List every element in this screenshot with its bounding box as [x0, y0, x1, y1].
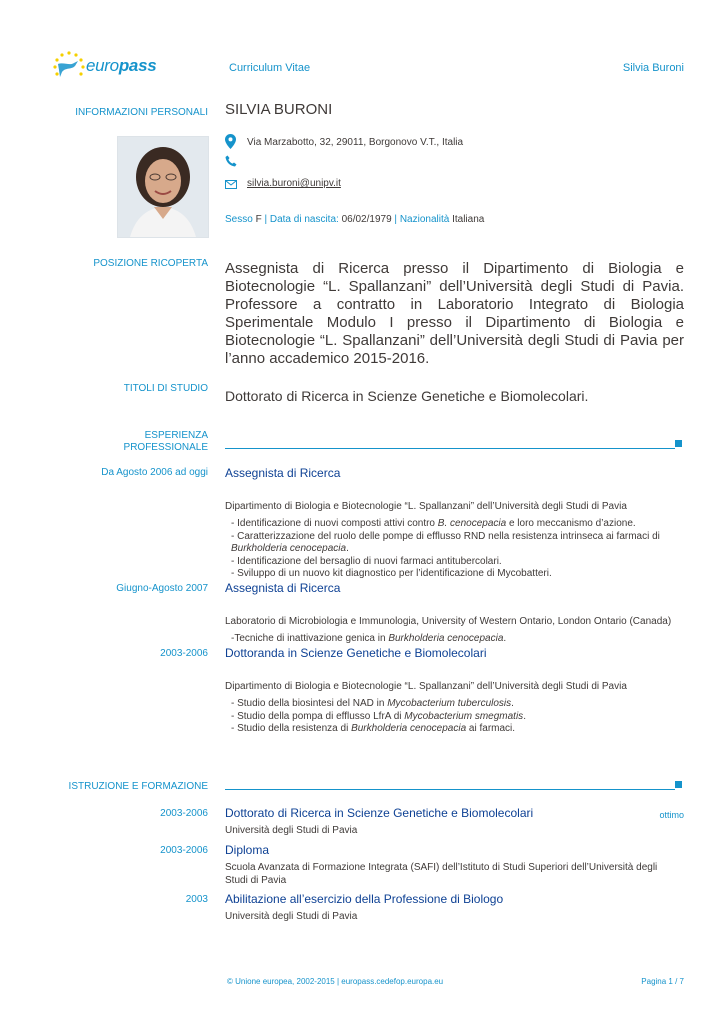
person-name: SILVIA BURONI: [225, 101, 333, 118]
list-item: - Studio della resistenza di Burkholderia cenocepacia ai farmaci.: [231, 723, 516, 734]
logo-prefix: euro: [86, 56, 119, 75]
experience-activities: [231, 518, 681, 581]
europass-logo-icon: [52, 50, 86, 82]
experience-divider-marker: [675, 440, 682, 447]
list-item: Burkholderia cenocepacia.: [231, 543, 349, 554]
position-label: POSIZIONE RICOPERTA: [93, 258, 208, 269]
personal-info-label: INFORMAZIONI PERSONALI: [75, 107, 208, 118]
education-date: 2003-2006: [160, 808, 208, 819]
experience-label: [30, 430, 208, 454]
studies-label: TITOLI DI STUDIO: [123, 383, 208, 394]
education-date: 2003-2006: [160, 845, 208, 856]
location-pin-icon: [225, 134, 236, 149]
education-org: Università degli Studi di Pavia: [225, 825, 358, 836]
position-text: Assegnista di Ricerca presso il Dipartimento di Biologia e Biotecnologie “L. Spallanzani” dell’Università degli Studi di Pavia. Professore a contratto in Laboratorio Integrato di Biologia Sperimentale Modulo I presso il Dipartimento di Biologia e Biotecnologie “L. Spallanzani” dell’Università degli Studi di Pavia per l’anno accademico 2015-2016.: [225, 260, 684, 367]
list-item: - Identificazione di nuovi composti attivi contro B. cenocepacia e loro meccanismo d’azione.: [231, 518, 636, 529]
experience-label-line1: ESPERIENZA: [144, 430, 208, 441]
experience-title: Dottoranda in Scienze Genetiche e Biomolecolari: [225, 646, 487, 660]
email-icon: [225, 180, 237, 189]
list-item: - Studio della biosintesi del NAD in Mycobacterium tuberculosis.: [231, 698, 514, 709]
experience-employer: Laboratorio di Microbiologia e Immunologia, University of Western Ontario, London Ontario (Canada): [225, 616, 672, 627]
birth-value: 06/02/1979: [341, 214, 392, 225]
experience-title: Assegnista di Ricerca: [225, 466, 341, 480]
separator: |: [394, 214, 398, 225]
experience-employer: Dipartimento di Biologia e Biotecnologie “L. Spallanzani” dell’Università degli Studi di Pavia: [225, 501, 627, 512]
nationality-value: Italiana: [452, 214, 485, 225]
profile-photo: [117, 136, 209, 238]
education-title: Diploma: [225, 843, 270, 857]
list-item: - Identificazione del bersaglio di nuovi farmaci antitubercolari.: [231, 555, 502, 567]
email-link[interactable]: silvia.buroni@unipv.it: [247, 178, 341, 189]
experience-date: 2003-2006: [160, 648, 208, 659]
sex-value: F: [255, 214, 262, 225]
separator: |: [264, 214, 268, 225]
list-item: - Sviluppo di un nuovo kit diagnostico per l’identificazione di Mycobatteri.: [231, 568, 552, 579]
experience-label-line2: PROFESSIONALE: [123, 442, 208, 453]
footer-copyright: © Unione europea, 2002-2015 | europass.cedefop.europa.eu: [227, 977, 444, 986]
education-divider-marker: [675, 781, 682, 788]
sex-label: Sesso: [225, 214, 253, 225]
education-title: Abilitazione all’esercizio della Professione di Biologo: [225, 892, 504, 906]
education-divider: [225, 789, 675, 790]
experience-divider: [225, 448, 675, 449]
list-item: -Tecniche di inattivazione genica in Burkholderia cenocepacia.: [231, 633, 507, 644]
experience-title: Assegnista di Ricerca: [225, 581, 341, 595]
experience-date: Da Agosto 2006 ad oggi: [101, 467, 208, 478]
address: Via Marzabotto, 32, 29011, Borgonovo V.T., Italia: [247, 137, 464, 148]
header-person-name: Silvia Buroni: [622, 62, 684, 74]
personal-details-line: [225, 213, 484, 226]
education-org: Università degli Studi di Pavia: [225, 911, 358, 922]
phone-icon: [225, 155, 237, 167]
logo-suffix: pass: [118, 56, 157, 75]
birth-label: Data di nascita:: [269, 214, 339, 225]
list-item: - Studio della pompa di efflusso LfrA di Mycobacterium smegmatis.: [231, 710, 526, 722]
education-date: 2003: [185, 894, 208, 905]
doc-title: Curriculum Vitae: [229, 62, 311, 74]
studies-text: Dottorato di Ricerca in Scienze Genetiche e Biomolecolari.: [225, 388, 589, 404]
experience-date: Giugno-Agosto 2007: [116, 583, 208, 594]
experience-employer: Dipartimento di Biologia e Biotecnologie “L. Spallanzani” dell’Università degli Studi di Pavia: [225, 681, 627, 692]
experience-activities: [231, 698, 681, 736]
education-label: ISTRUZIONE E FORMAZIONE: [68, 781, 208, 792]
europass-logo: [52, 50, 162, 84]
nationality-label: Nazionalità: [399, 214, 450, 225]
experience-activities: [231, 633, 681, 646]
page-number: Pagina 1 / 7: [641, 977, 684, 986]
education-title: Dottorato di Ricerca in Scienze Genetiche e Biomolecolari: [225, 806, 534, 820]
education-org: Scuola Avanzata di Formazione Integrata (SAFI) dell’Istituto di Studi Superiori dell’Università degli Studi di Pavia: [225, 862, 658, 886]
education-grade: ottimo: [659, 810, 684, 820]
list-item: - Caratterizzazione del ruolo delle pompe di efflusso RND nella resistenza intrinseca ai farmaci di: [231, 530, 660, 542]
